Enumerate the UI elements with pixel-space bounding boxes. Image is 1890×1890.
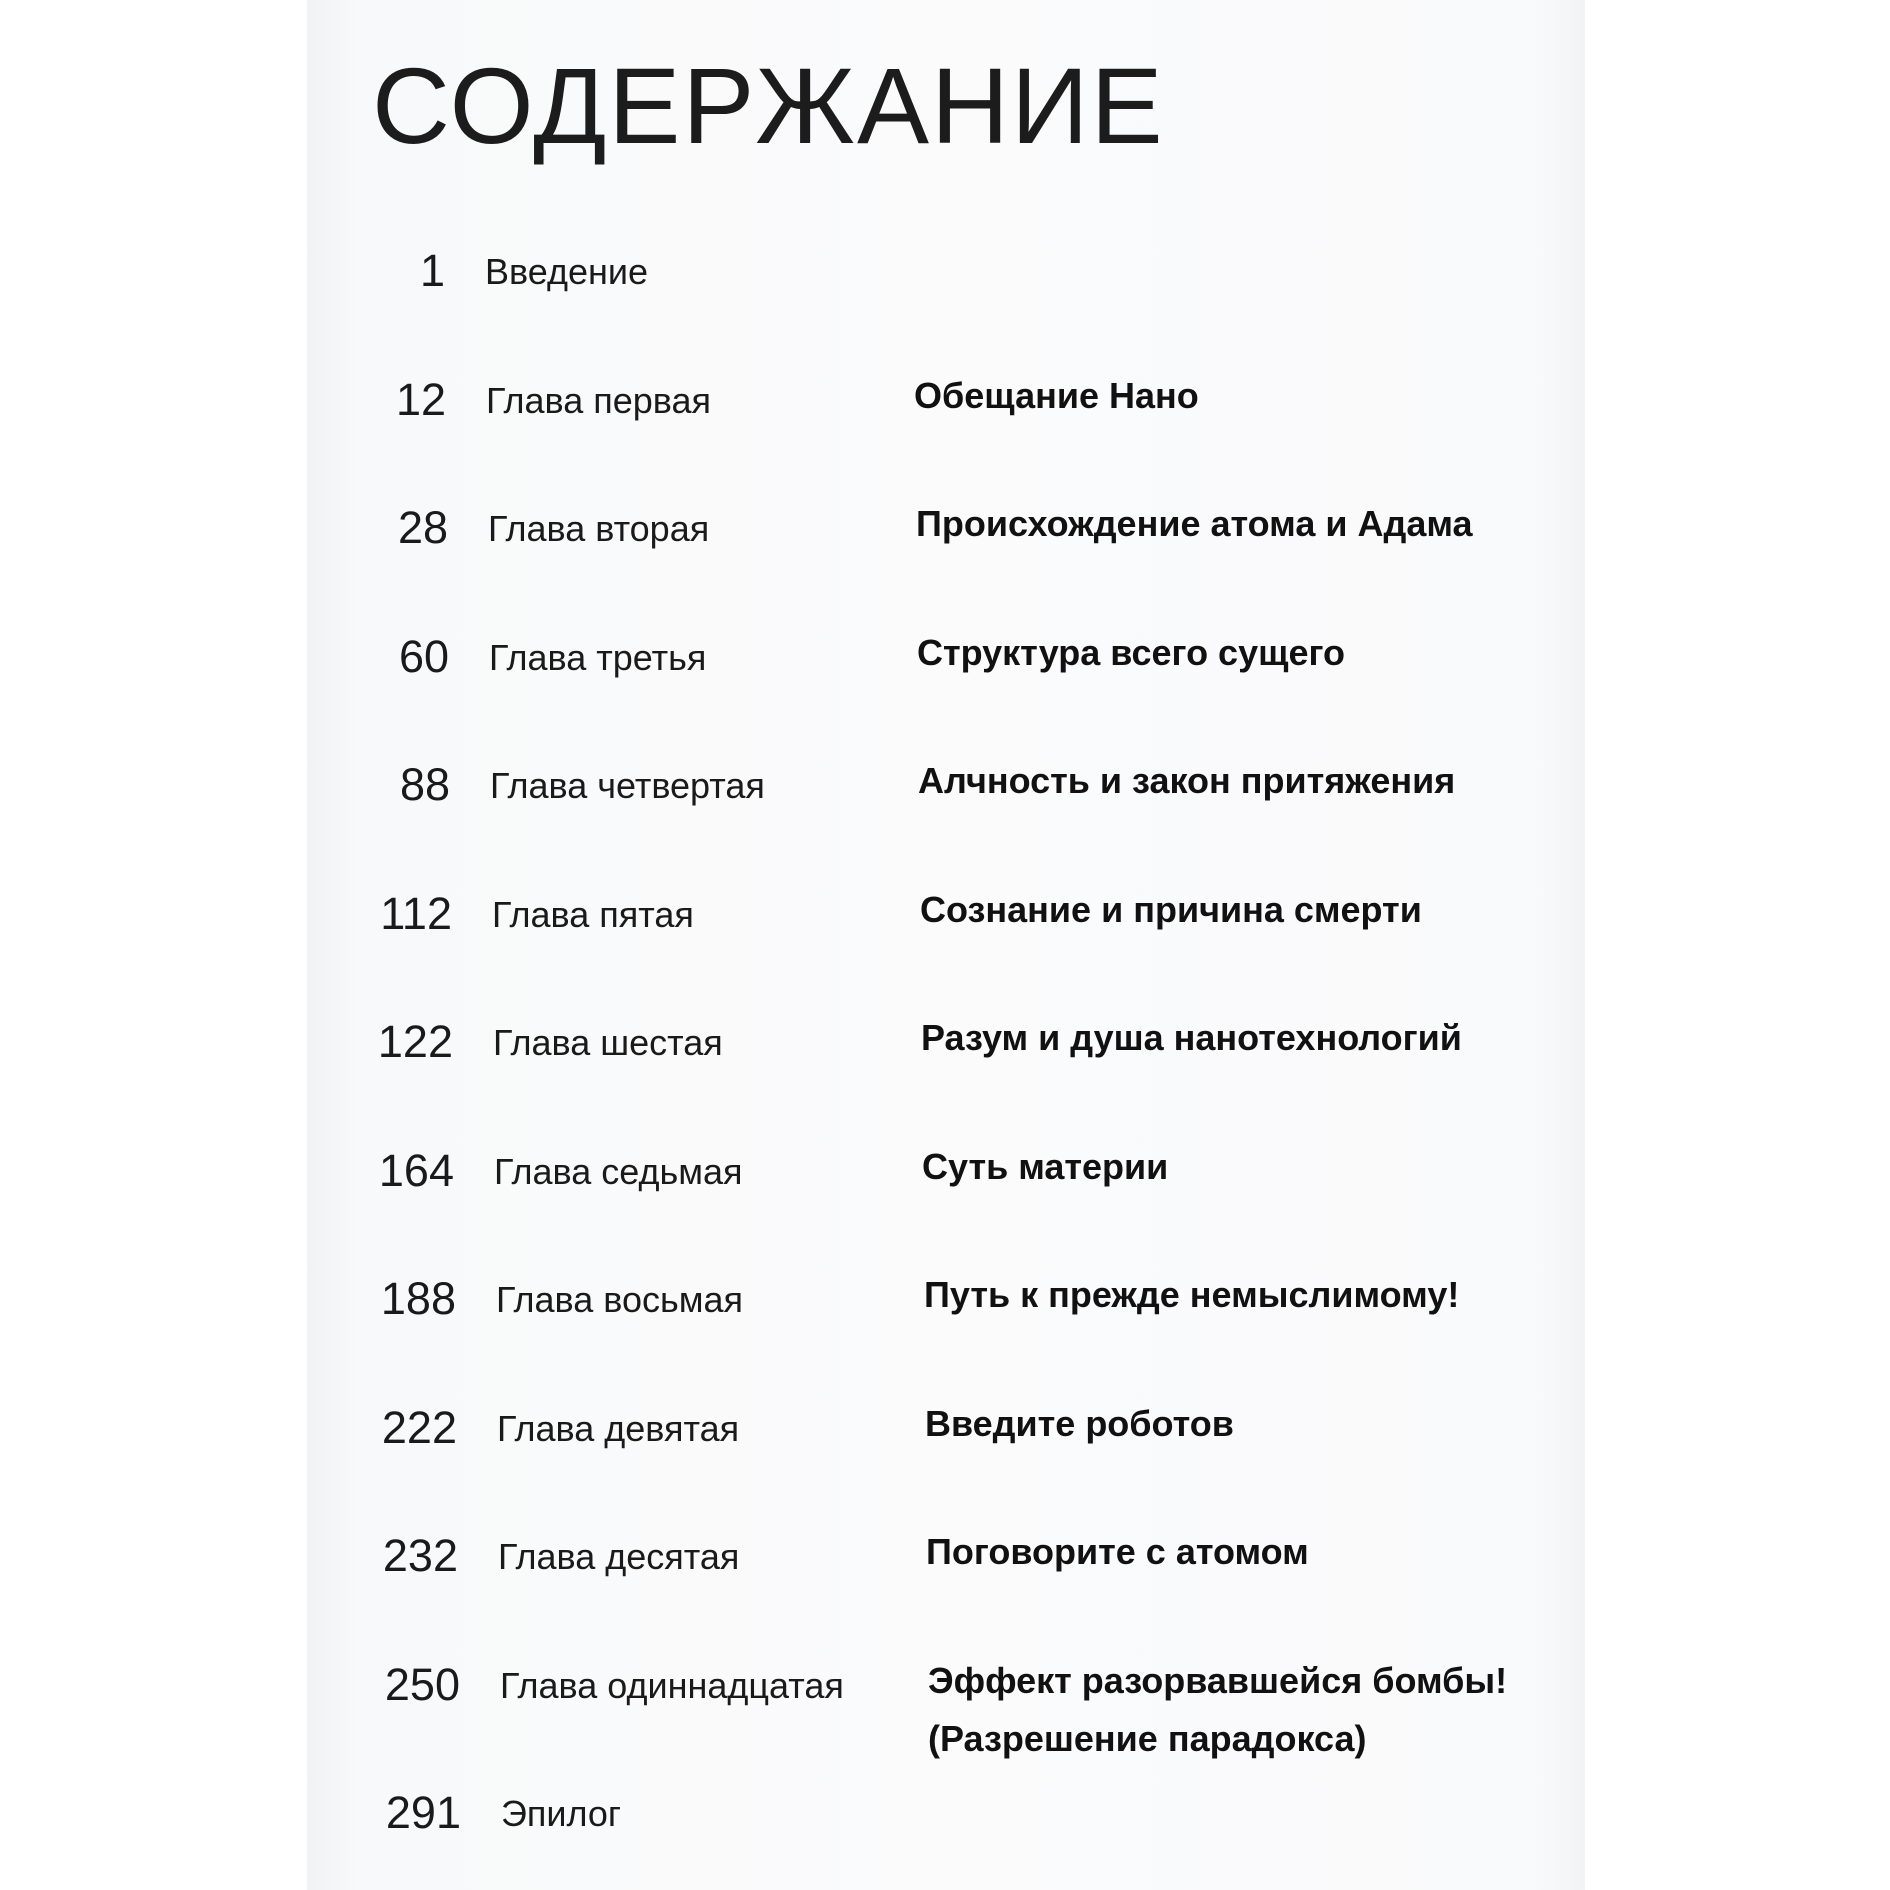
page-number: 12 — [395, 374, 446, 425]
chapter-title: Введите роботов — [925, 1403, 1234, 1444]
toc-entry-chapter-2 — [0, 502, 1890, 625]
page-number: 88 — [399, 759, 450, 810]
page-number: 1 — [419, 245, 445, 296]
toc-entry-chapter-7 — [0, 1145, 1890, 1268]
page-number: 112 — [380, 888, 452, 939]
chapter-title: Структура всего сущего — [917, 632, 1346, 673]
chapter-title: Поговорите с атомом — [926, 1531, 1309, 1572]
toc-entry-chapter-5 — [0, 888, 1890, 1011]
chapter-label: Глава вторая — [488, 508, 710, 549]
chapter-title: Сознание и причина смерти — [920, 889, 1422, 930]
toc-entry-epilogue — [0, 1787, 1890, 1890]
toc-entry-chapter-10 — [0, 1530, 1890, 1653]
toc-entry-chapter-9 — [0, 1402, 1890, 1525]
chapter-title: Суть материи — [922, 1146, 1169, 1187]
toc-entry-introduction — [0, 245, 1890, 368]
chapter-label: Глава одиннадцатая — [500, 1665, 844, 1706]
chapter-label: Глава седьмая — [494, 1151, 743, 1192]
chapter-title: Происхождение атома и Адама — [916, 503, 1473, 544]
page-number: 122 — [377, 1016, 453, 1067]
chapter-title: Алчность и закон притяжения — [918, 760, 1456, 801]
page-number: 60 — [398, 631, 449, 682]
page-title: СОДЕРЖАНИЕ — [372, 45, 1165, 166]
toc-entry-chapter-8 — [0, 1273, 1890, 1396]
toc-entry-chapter-4 — [0, 759, 1890, 882]
page-number: 28 — [397, 502, 448, 553]
chapter-label: Глава первая — [486, 380, 712, 421]
page-number: 291 — [385, 1787, 461, 1838]
chapter-title: Эффект разорвавшейся бомбы! (Разрешение парадокса) — [928, 1660, 1508, 1759]
chapter-label: Глава третья — [489, 637, 707, 678]
toc-entry-chapter-3 — [0, 631, 1890, 754]
page-number: 164 — [378, 1145, 454, 1196]
page-number: 232 — [382, 1530, 458, 1581]
chapter-title: Обещание Нано — [914, 375, 1199, 416]
page-number: 250 — [384, 1659, 460, 1710]
chapter-title: Разум и душа нанотехнологий — [921, 1017, 1462, 1058]
chapter-label: Глава восьмая — [496, 1279, 744, 1320]
page-number: 222 — [381, 1402, 457, 1453]
chapter-label: Эпилог — [501, 1793, 622, 1834]
chapter-label: Глава пятая — [492, 894, 694, 935]
chapter-label: Глава шестая — [493, 1022, 723, 1063]
toc-entry-chapter-11 — [0, 1659, 1890, 1782]
chapter-label: Глава четвертая — [490, 765, 765, 806]
chapter-label: Глава десятая — [498, 1536, 740, 1577]
chapter-title: Путь к прежде немыслимому! — [924, 1274, 1460, 1315]
page-number: 188 — [380, 1273, 456, 1324]
toc-entry-chapter-6 — [0, 1016, 1890, 1139]
chapter-label: Введение — [485, 251, 649, 292]
toc-entry-chapter-1 — [0, 374, 1890, 497]
chapter-label: Глава девятая — [497, 1408, 740, 1449]
